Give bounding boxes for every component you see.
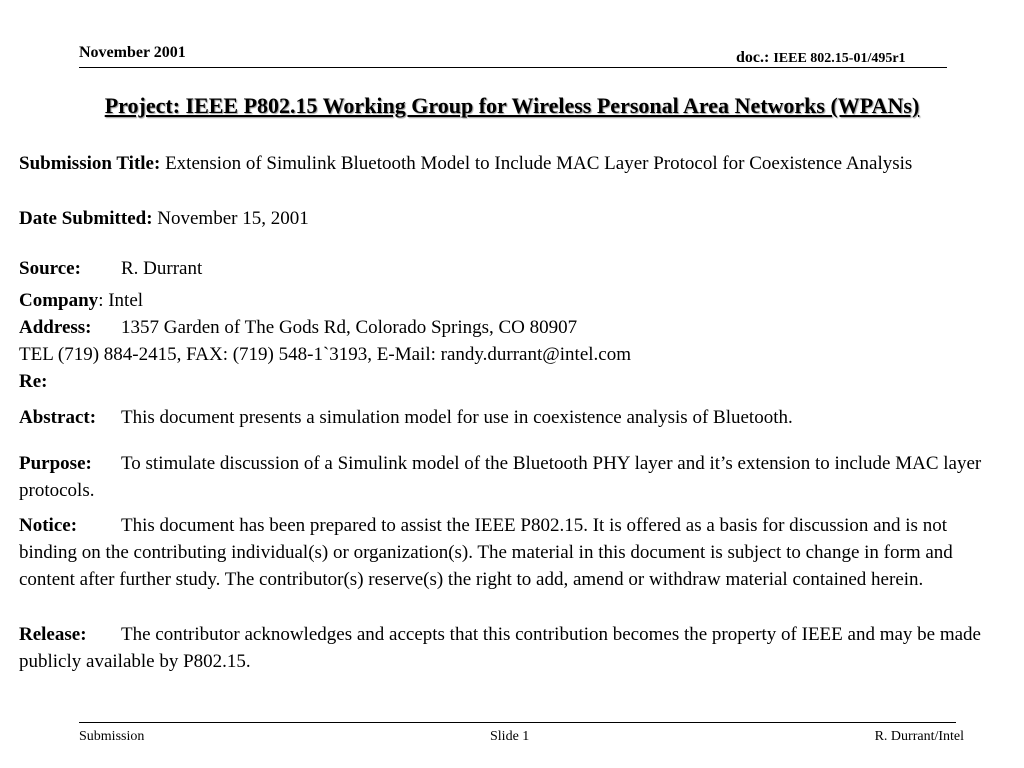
footer-submission: Submission — [79, 729, 145, 744]
notice-label: Notice: — [19, 515, 78, 536]
submission-title — [19, 150, 1009, 177]
footer-slide-number: Slide 1 — [490, 729, 530, 744]
re-label: Re: — [19, 371, 48, 392]
abstract-value: This document presents a simulation model for use in coexistence analysis of Bluetooth. — [121, 407, 793, 428]
source-value: R. Durrant — [121, 258, 203, 279]
re — [19, 368, 47, 395]
contact-line: TEL (719) 884-2415, FAX: (719) 548-1`3193, E-Mail: randy.durrant@intel.com — [19, 344, 631, 365]
date-submitted-label: Date Submitted: — [19, 208, 153, 229]
doc-label: doc.: — [736, 49, 770, 66]
purpose-value: To stimulate discussion of a Simulink model of the Bluetooth PHY layer and it’s extension to include MAC layer protocols. — [19, 453, 982, 501]
date-submitted-value: November 15, 2001 — [157, 208, 309, 229]
header-rule — [79, 67, 947, 68]
notice-value: This document has been prepared to assist the IEEE P802.15. It is offered as a basis for discussion and is not binding on the contributing individual(s) or organization(s). The material in this document is subject to change in form and content after further study. The contributor(s) reserve(s) the right to add, amend or withdraw material contained herein. — [19, 515, 953, 590]
company-value: : Intel — [98, 290, 144, 311]
date-submitted — [19, 205, 309, 232]
release — [19, 621, 1009, 675]
notice — [19, 512, 1009, 593]
doc-id: IEEE 802.15-01/495r1 — [773, 51, 906, 66]
header-date: November 2001 — [79, 44, 186, 61]
submission-title-value: Extension of Simulink Bluetooth Model to Include MAC Layer Protocol for Coexistence Analysis — [165, 153, 913, 174]
release-label: Release: — [19, 624, 87, 645]
address — [19, 314, 577, 341]
abstract-label: Abstract: — [19, 407, 97, 428]
footer-rule — [79, 722, 956, 723]
header-doc-id — [736, 49, 906, 67]
abstract — [19, 404, 1009, 431]
source — [19, 255, 202, 282]
address-value: 1357 Garden of The Gods Rd, Colorado Springs, CO 80907 — [121, 317, 578, 338]
release-value: The contributor acknowledges and accepts that this contribution becomes the property of IEEE and may be made publicly available by P802.15. — [19, 624, 981, 672]
source-label: Source: — [19, 258, 81, 279]
submission-title-label: Submission Title: — [19, 153, 161, 174]
address-label: Address: — [19, 317, 92, 338]
purpose — [19, 450, 1009, 504]
company — [19, 287, 143, 314]
footer-author: R. Durrant/Intel — [874, 729, 964, 744]
project-title: Project: IEEE P802.15 Working Group for Wireless Personal Area Networks (WPANs) — [104, 93, 920, 118]
purpose-label: Purpose: — [19, 453, 92, 474]
company-label: Company — [19, 290, 99, 311]
